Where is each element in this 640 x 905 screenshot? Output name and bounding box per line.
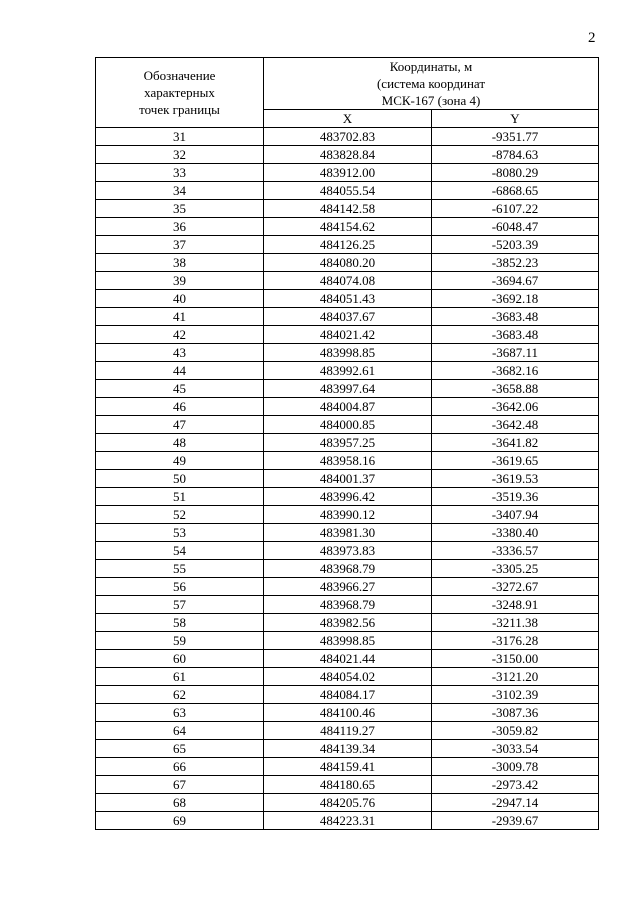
x-coordinate-cell: 484001.37: [264, 470, 432, 488]
table-row: [96, 398, 599, 416]
table-row: [96, 668, 599, 686]
y-coordinate-cell: -3619.53: [432, 470, 599, 488]
y-coordinate-cell: -3694.67: [432, 272, 599, 290]
x-coordinate-cell: 484051.43: [264, 290, 432, 308]
table-row: [96, 272, 599, 290]
table-row: [96, 200, 599, 218]
table-row: [96, 362, 599, 380]
table-row: [96, 488, 599, 506]
point-id-cell: 60: [96, 650, 264, 668]
coordinates-header-line-1: Координаты, м: [389, 59, 473, 74]
table-row: [96, 164, 599, 182]
y-coordinate-cell: -3683.48: [432, 308, 599, 326]
table-row: [96, 524, 599, 542]
point-id-cell: 37: [96, 236, 264, 254]
y-coordinate-cell: -3150.00: [432, 650, 599, 668]
point-id-cell: 35: [96, 200, 264, 218]
y-column-header: Y: [432, 110, 599, 128]
point-id-cell: 51: [96, 488, 264, 506]
y-coordinate-cell: -6107.22: [432, 200, 599, 218]
designation-header-line-3: точек границы: [139, 102, 220, 117]
y-coordinate-cell: -3687.11: [432, 344, 599, 362]
y-coordinate-cell: -2973.42: [432, 776, 599, 794]
point-id-cell: 33: [96, 164, 264, 182]
point-id-cell: 46: [96, 398, 264, 416]
table-row: [96, 326, 599, 344]
x-coordinate-cell: 483958.16: [264, 452, 432, 470]
point-id-cell: 59: [96, 632, 264, 650]
y-coordinate-cell: -3272.67: [432, 578, 599, 596]
x-coordinate-cell: 483998.85: [264, 632, 432, 650]
x-coordinate-cell: 483997.64: [264, 380, 432, 398]
point-id-cell: 65: [96, 740, 264, 758]
y-coordinate-cell: -3305.25: [432, 560, 599, 578]
x-coordinate-cell: 484004.87: [264, 398, 432, 416]
table-row: [96, 776, 599, 794]
point-id-cell: 44: [96, 362, 264, 380]
y-coordinate-cell: -3683.48: [432, 326, 599, 344]
y-coordinate-cell: -2939.67: [432, 812, 599, 830]
x-coordinate-cell: 484021.44: [264, 650, 432, 668]
y-coordinate-cell: -2947.14: [432, 794, 599, 812]
table-row: [96, 506, 599, 524]
coordinates-table: [95, 57, 599, 830]
x-coordinate-cell: 484139.34: [264, 740, 432, 758]
x-coordinate-cell: 483973.83: [264, 542, 432, 560]
x-coordinate-cell: 483981.30: [264, 524, 432, 542]
table-body: [96, 128, 599, 830]
x-coordinate-cell: 484223.31: [264, 812, 432, 830]
point-id-cell: 69: [96, 812, 264, 830]
y-coordinate-cell: -8080.29: [432, 164, 599, 182]
designation-header-line-1: Обозначение: [143, 68, 216, 83]
point-id-cell: 63: [96, 704, 264, 722]
point-id-cell: 55: [96, 560, 264, 578]
x-coordinate-cell: 483828.84: [264, 146, 432, 164]
x-coordinate-cell: 484100.46: [264, 704, 432, 722]
y-coordinate-cell: -3248.91: [432, 596, 599, 614]
point-id-cell: 48: [96, 434, 264, 452]
x-coordinate-cell: 483992.61: [264, 362, 432, 380]
x-coordinate-cell: 483968.79: [264, 560, 432, 578]
table-row: [96, 182, 599, 200]
x-coordinate-cell: 484205.76: [264, 794, 432, 812]
y-coordinate-cell: -6868.65: [432, 182, 599, 200]
y-coordinate-cell: -3087.36: [432, 704, 599, 722]
point-id-cell: 68: [96, 794, 264, 812]
point-id-cell: 32: [96, 146, 264, 164]
point-id-cell: 50: [96, 470, 264, 488]
y-coordinate-cell: -3336.57: [432, 542, 599, 560]
table-row: [96, 650, 599, 668]
table-row: [96, 452, 599, 470]
y-coordinate-cell: -5203.39: [432, 236, 599, 254]
x-coordinate-cell: 483990.12: [264, 506, 432, 524]
point-id-cell: 66: [96, 758, 264, 776]
point-id-cell: 43: [96, 344, 264, 362]
point-id-cell: 61: [96, 668, 264, 686]
point-id-cell: 40: [96, 290, 264, 308]
x-coordinate-cell: 484084.17: [264, 686, 432, 704]
point-id-cell: 45: [96, 380, 264, 398]
y-coordinate-cell: -9351.77: [432, 128, 599, 146]
table-row: [96, 380, 599, 398]
point-id-cell: 57: [96, 596, 264, 614]
table-row: [96, 290, 599, 308]
coordinates-header-line-3: МСК-167 (зона 4): [381, 93, 481, 108]
point-id-cell: 58: [96, 614, 264, 632]
table-row: [96, 542, 599, 560]
x-coordinate-cell: 484180.65: [264, 776, 432, 794]
x-coordinate-cell: 483998.85: [264, 344, 432, 362]
table-row: [96, 236, 599, 254]
point-id-cell: 47: [96, 416, 264, 434]
y-coordinate-cell: -3102.39: [432, 686, 599, 704]
x-coordinate-cell: 484037.67: [264, 308, 432, 326]
point-id-cell: 31: [96, 128, 264, 146]
y-coordinate-cell: -3692.18: [432, 290, 599, 308]
x-column-header: X: [264, 110, 432, 128]
y-coordinate-cell: -3059.82: [432, 722, 599, 740]
point-id-cell: 38: [96, 254, 264, 272]
point-id-cell: 39: [96, 272, 264, 290]
table-row: [96, 632, 599, 650]
table-row: [96, 218, 599, 236]
x-coordinate-cell: 484126.25: [264, 236, 432, 254]
y-coordinate-cell: -3009.78: [432, 758, 599, 776]
x-coordinate-cell: 484000.85: [264, 416, 432, 434]
table-row: [96, 758, 599, 776]
table-row: [96, 128, 599, 146]
table-row: [96, 308, 599, 326]
x-coordinate-cell: 483966.27: [264, 578, 432, 596]
y-coordinate-cell: -3519.36: [432, 488, 599, 506]
x-coordinate-cell: 484055.54: [264, 182, 432, 200]
designation-header: [96, 58, 264, 128]
y-coordinate-cell: -3380.40: [432, 524, 599, 542]
x-coordinate-cell: 483957.25: [264, 434, 432, 452]
x-coordinate-cell: 484159.41: [264, 758, 432, 776]
point-id-cell: 42: [96, 326, 264, 344]
x-coordinate-cell: 484119.27: [264, 722, 432, 740]
x-coordinate-cell: 484154.62: [264, 218, 432, 236]
x-coordinate-cell: 484074.08: [264, 272, 432, 290]
designation-header-line-2: характерных: [144, 85, 215, 100]
y-coordinate-cell: -3642.06: [432, 398, 599, 416]
y-coordinate-cell: -3642.48: [432, 416, 599, 434]
x-coordinate-cell: 483996.42: [264, 488, 432, 506]
table-row: [96, 344, 599, 362]
table-row: [96, 794, 599, 812]
point-id-cell: 54: [96, 542, 264, 560]
x-coordinate-cell: 484021.42: [264, 326, 432, 344]
y-coordinate-cell: -3641.82: [432, 434, 599, 452]
table-row: [96, 614, 599, 632]
x-coordinate-cell: 483968.79: [264, 596, 432, 614]
table-row: [96, 434, 599, 452]
table-row: [96, 560, 599, 578]
point-id-cell: 34: [96, 182, 264, 200]
table-row: [96, 416, 599, 434]
y-coordinate-cell: -3176.28: [432, 632, 599, 650]
point-id-cell: 67: [96, 776, 264, 794]
y-coordinate-cell: -3619.65: [432, 452, 599, 470]
page-number: 2: [588, 30, 596, 46]
table-row: [96, 578, 599, 596]
table-row: [96, 470, 599, 488]
table-row: [96, 812, 599, 830]
y-coordinate-cell: -3211.38: [432, 614, 599, 632]
x-coordinate-cell: 483982.56: [264, 614, 432, 632]
scan-mark: [8, 765, 10, 767]
point-id-cell: 62: [96, 686, 264, 704]
table-row: [96, 740, 599, 758]
point-id-cell: 36: [96, 218, 264, 236]
point-id-cell: 49: [96, 452, 264, 470]
coordinates-header-line-2: (система координат: [376, 76, 486, 91]
table-row: [96, 686, 599, 704]
coordinates-header: [264, 58, 599, 110]
table-row: [96, 722, 599, 740]
y-coordinate-cell: -6048.47: [432, 218, 599, 236]
y-coordinate-cell: -3658.88: [432, 380, 599, 398]
table-row: [96, 254, 599, 272]
y-coordinate-cell: -3407.94: [432, 506, 599, 524]
y-coordinate-cell: -8784.63: [432, 146, 599, 164]
table-row: [96, 146, 599, 164]
y-coordinate-cell: -3852.23: [432, 254, 599, 272]
x-coordinate-cell: 483912.00: [264, 164, 432, 182]
point-id-cell: 41: [96, 308, 264, 326]
table-row: [96, 596, 599, 614]
x-coordinate-cell: 484142.58: [264, 200, 432, 218]
point-id-cell: 52: [96, 506, 264, 524]
table-row: [96, 704, 599, 722]
x-coordinate-cell: 483702.83: [264, 128, 432, 146]
point-id-cell: 56: [96, 578, 264, 596]
point-id-cell: 53: [96, 524, 264, 542]
y-coordinate-cell: -3682.16: [432, 362, 599, 380]
y-coordinate-cell: -3033.54: [432, 740, 599, 758]
y-coordinate-cell: -3121.20: [432, 668, 599, 686]
x-coordinate-cell: 484054.02: [264, 668, 432, 686]
x-coordinate-cell: 484080.20: [264, 254, 432, 272]
point-id-cell: 64: [96, 722, 264, 740]
